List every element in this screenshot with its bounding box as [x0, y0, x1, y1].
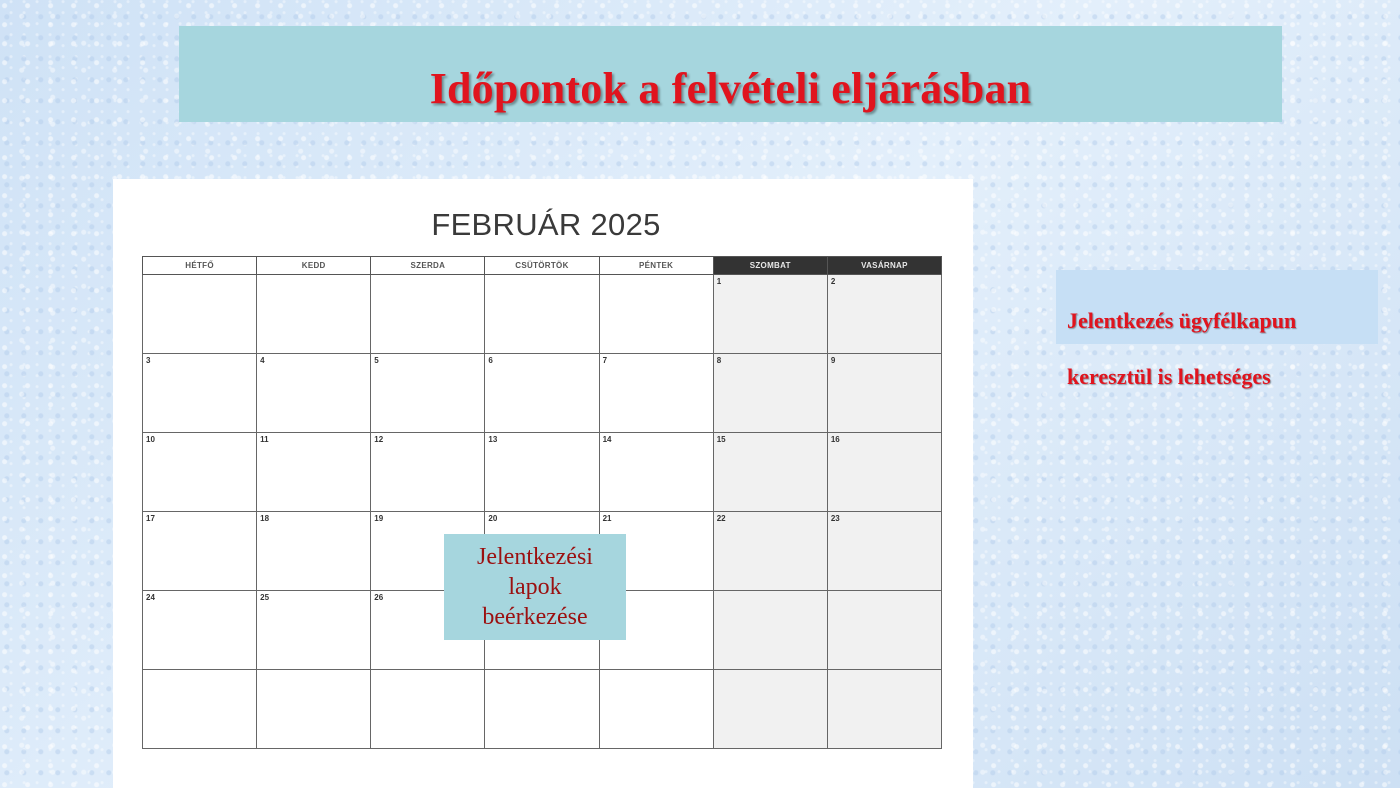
- application-forms-note: [444, 534, 626, 640]
- day-cell: 22: [713, 512, 827, 591]
- day-cell: 21: [599, 512, 713, 591]
- title-bar: [179, 26, 1282, 122]
- day-cell: [485, 275, 599, 354]
- day-cell: 8: [713, 354, 827, 433]
- day-cell: 24: [143, 591, 257, 670]
- day-cell: [713, 591, 827, 670]
- online-application-note: [1056, 270, 1378, 389]
- weekday-header: PÉNTEK: [599, 257, 713, 275]
- day-cell: 14: [599, 433, 713, 512]
- day-cell: 25: [257, 591, 371, 670]
- day-cell: 5: [371, 354, 485, 433]
- day-cell: [257, 670, 371, 749]
- day-cell: [485, 670, 599, 749]
- day-cell: 15: [713, 433, 827, 512]
- day-cell: [599, 670, 713, 749]
- note-line: Jelentkezési: [477, 544, 593, 570]
- calendar-week-row: [143, 670, 942, 749]
- day-cell: 12: [371, 433, 485, 512]
- day-cell: 2: [827, 275, 941, 354]
- weekday-header: VASÁRNAP: [827, 257, 941, 275]
- calendar-heading: FEBRUÁR 2025: [431, 207, 661, 242]
- day-cell: 16: [827, 433, 941, 512]
- calendar-image: [113, 179, 973, 788]
- side-note-line: keresztül is lehetséges: [1067, 364, 1271, 389]
- day-cell: [713, 670, 827, 749]
- day-cell: 3: [143, 354, 257, 433]
- day-cell: [143, 275, 257, 354]
- weekday-header: CSÜTÖRTÖK: [485, 257, 599, 275]
- day-cell: 23: [827, 512, 941, 591]
- calendar-week-row: [143, 275, 942, 354]
- day-cell: 1: [713, 275, 827, 354]
- day-cell: [257, 275, 371, 354]
- day-cell: [827, 670, 941, 749]
- weekday-header-row: [143, 257, 942, 275]
- weekday-header: HÉTFŐ: [143, 257, 257, 275]
- day-cell: 7: [599, 354, 713, 433]
- day-cell: 20: [485, 512, 599, 591]
- day-cell: 6: [485, 354, 599, 433]
- note-line: beérkezése: [482, 604, 588, 630]
- day-cell: 18: [257, 512, 371, 591]
- day-cell: [599, 275, 713, 354]
- calendar-week-row: [143, 433, 942, 512]
- day-cell: 10: [143, 433, 257, 512]
- calendar-week-row: [143, 354, 942, 433]
- day-cell: [371, 275, 485, 354]
- calendar-grid: [142, 256, 942, 749]
- day-cell: 19: [371, 512, 485, 591]
- weekday-header: SZERDA: [371, 257, 485, 275]
- day-cell: 26: [371, 591, 485, 670]
- weekday-header: KEDD: [257, 257, 371, 275]
- weekday-header: SZOMBAT: [713, 257, 827, 275]
- day-cell: [827, 591, 941, 670]
- day-cell: 11: [257, 433, 371, 512]
- day-cell: [143, 670, 257, 749]
- day-cell: 17: [143, 512, 257, 591]
- slide-title: Időpontok a felvételi eljárásban: [429, 63, 1032, 113]
- day-cell: 13: [485, 433, 599, 512]
- day-cell: [371, 670, 485, 749]
- day-cell: 4: [257, 354, 371, 433]
- side-note-line: Jelentkezés ügyfélkapun: [1067, 308, 1297, 333]
- note-line: lapok: [508, 574, 562, 600]
- day-cell: 9: [827, 354, 941, 433]
